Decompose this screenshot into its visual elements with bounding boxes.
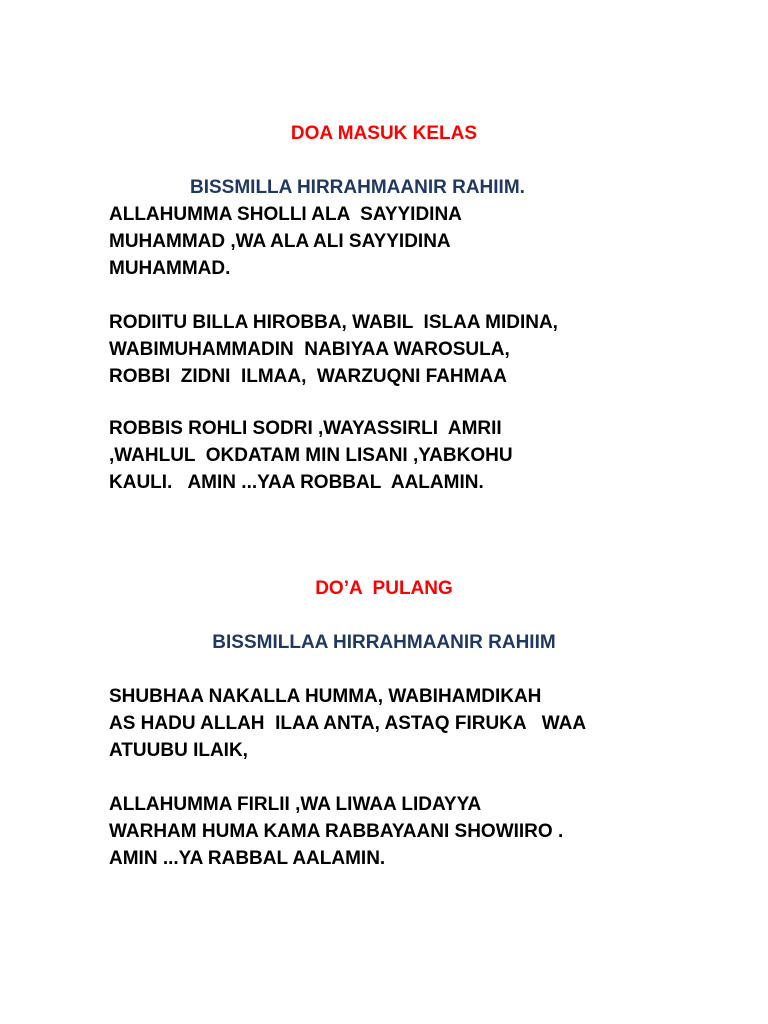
doa-masuk-p2-line-1: RODIITU BILLA HIROBBA, WABIL ISLAA MIDINA, <box>109 312 558 333</box>
doa-pulang-p1-line-2: AS HADU ALLAH ILAA ANTA, ASTAQ FIRUKA WAA <box>109 713 587 734</box>
doa-masuk-p3-line-1: ROBBIS ROHLI SODRI ,WAYASSIRLI AMRII <box>109 418 502 439</box>
doa-pulang-p1-line-3: ATUUBU ILAIK, <box>109 740 248 761</box>
doa-pulang-p2-line-3: AMIN ...YA RABBAL AALAMIN. <box>109 848 386 869</box>
doa-pulang-basmala: BISSMILLAA HIRRAHMAANIR RAHIIM <box>212 632 556 653</box>
doa-masuk-p3-line-3: KAULI. AMIN ...YAA ROBBAL AALAMIN. <box>109 472 484 493</box>
doa-masuk-p2-line-2: WABIMUHAMMADIN NABIYAA WAROSULA, <box>109 339 510 360</box>
doa-pulang-p2-line-2: WARHAM HUMA KAMA RABBAYAANI SHOWIIRO . <box>109 821 564 842</box>
doa-masuk-p1-line-1: ALLAHUMMA SHOLLI ALA SAYYIDINA <box>109 204 462 225</box>
doa-pulang-title: DO’A PULANG <box>315 578 453 599</box>
doa-masuk-p1-line-3: MUHAMMAD. <box>109 258 231 279</box>
doa-masuk-title: DOA MASUK KELAS <box>290 123 478 144</box>
doa-masuk-p2-line-3: ROBBI ZIDNI ILMAA, WARZUQNI FAHMAA <box>109 366 507 387</box>
doa-masuk-p1-line-2: MUHAMMAD ,WA ALA ALI SAYYIDINA <box>109 231 451 252</box>
doa-pulang-p1-line-1: SHUBHAA NAKALLA HUMMA, WABIHAMDIKAH <box>109 686 542 707</box>
doa-pulang-p2-line-1: ALLAHUMMA FIRLII ,WA LIWAA LIDAYYA <box>109 794 482 815</box>
doa-masuk-basmala: BISSMILLA HIRRAHMAANIR RAHIIM. <box>190 177 525 198</box>
doa-masuk-p3-line-2: ,WAHLUL OKDATAM MIN LISANI ,YABKOHU <box>109 445 513 466</box>
